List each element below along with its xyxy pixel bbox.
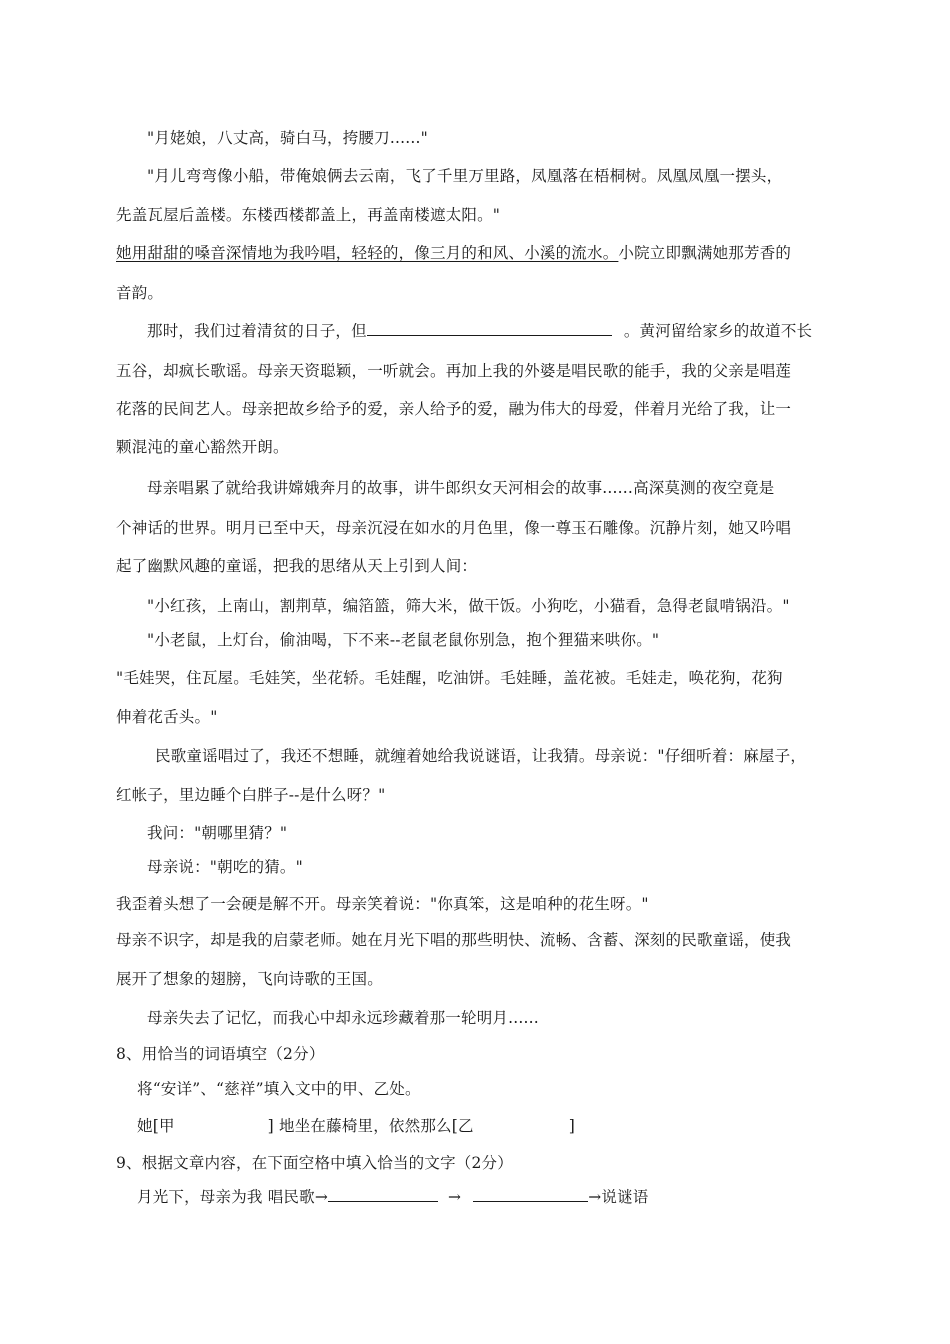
rhyme-line: "小老鼠，上灯台，偷油喝，下不来--老鼠老鼠你别急，抱个狸猫来哄你。" bbox=[147, 631, 660, 649]
paragraph-line: 我歪着头想了一会硬是解不开。母亲笑着说："你真笨，这是咱种的花生呀。" bbox=[116, 895, 649, 913]
paragraph-line: 颗混沌的童心豁然开朗。 bbox=[116, 438, 289, 456]
sentence-rest: 小院立即飘满她那芳香的 bbox=[618, 244, 792, 262]
arrow: → bbox=[448, 1188, 462, 1206]
paragraph-line: 我问："朝哪里猜？" bbox=[147, 824, 288, 842]
blank-yi-label: ] 地坐在藤椅里，依然那么[乙 bbox=[267, 1117, 474, 1135]
rhyme-line: 伸着花舌头。" bbox=[116, 708, 218, 726]
paragraph-line: 民歌童谣唱过了，我还不想睡，就缠着她给我说谜语，让我猜。母亲说："仔细听着：麻屋子， bbox=[155, 747, 807, 765]
blank-jia-label: 她[甲 bbox=[137, 1117, 175, 1135]
paragraph-line: 母亲唱累了就给我讲嫦娥奔月的故事，讲牛郎织女天河相会的故事......高深莫测的夜空竟是 bbox=[147, 479, 775, 497]
paragraph-line: 五谷，却疯长歌谣。母亲天资聪颖，一听就会。再加上我的外婆是唱民歌的能手，我的父亲是唱莲 bbox=[116, 362, 792, 380]
q9-end: →说谜语 bbox=[588, 1188, 649, 1206]
paragraph-line bbox=[147, 321, 812, 341]
paragraph-line: 展开了想象的翅膀，飞向诗歌的王国。 bbox=[116, 970, 383, 988]
underlined-sentence: 她用甜甜的嗓音深情地为我吟唱，轻轻的，像三月的和风、小溪的流水。 bbox=[116, 244, 619, 262]
paragraph-line: 红帐子，里边睡个白胖子--是什么呀？" bbox=[116, 786, 386, 804]
question-8-instruction: 将“安详”、“慈祥”填入文中的甲、乙处。 bbox=[137, 1080, 421, 1098]
paragraph-line: 母亲说："朝吃的猜。" bbox=[147, 858, 303, 876]
blank-1[interactable] bbox=[328, 1187, 438, 1202]
paragraph-line: 母亲不识字，却是我的启蒙老师。她在月光下唱的那些明快、流畅、含蓄、深刻的民歌童谣，使我 bbox=[116, 931, 792, 949]
sentence-after-blank: 。黄河留给家乡的故道不长 bbox=[623, 322, 813, 340]
paragraph-line: 母亲失去了记忆，而我心中却永远珍藏着那一轮明月...... bbox=[147, 1009, 539, 1027]
paragraph-line: "月儿弯弯像小船，带俺娘俩去云南，飞了千里万里路，凤凰落在梧桐树。凤凰凤凰一摆头， bbox=[147, 167, 783, 185]
question-8-title: 8、用恰当的词语填空（2分） bbox=[116, 1045, 325, 1063]
paragraph-line: 花落的民间艺人。母亲把故乡给予的爱，亲人给予的爱，融为伟大的母爱，伴着月光给了我，让一 bbox=[116, 400, 792, 418]
paragraph-line: 音韵。 bbox=[116, 284, 164, 302]
sentence-before-blank: 那时，我们过着清贫的日子，但 bbox=[147, 322, 367, 340]
paragraph-line: 先盖瓦屋后盖楼。东楼西楼都盖上，再盖南楼遮太阳。" bbox=[116, 206, 501, 224]
rhyme-line: "毛娃哭，住瓦屋。毛娃笑，坐花轿。毛娃醒，吃油饼。毛娃睡，盖花被。毛娃走，唤花狗，花狗 bbox=[116, 669, 783, 687]
question-8-fill bbox=[137, 1116, 575, 1136]
question-9-fill bbox=[137, 1187, 649, 1207]
fill-in-blank bbox=[367, 321, 612, 336]
paragraph-line: 起了幽默风趣的童谣，把我的思绪从天上引到人间： bbox=[116, 557, 478, 575]
blank-2[interactable] bbox=[473, 1187, 588, 1202]
q9-lead: 月光下，母亲为我 唱民歌→ bbox=[137, 1188, 329, 1206]
paragraph-line bbox=[116, 243, 791, 263]
question-9-title: 9、根据文章内容，在下面空格中填入恰当的文字（2分） bbox=[116, 1154, 513, 1172]
closing-bracket: ] bbox=[568, 1117, 575, 1135]
rhyme-line: "小红孩，上南山，割荆草，编箔篮，筛大米，做干饭。小狗吃，小猫看，急得老鼠啃锅沿。" bbox=[147, 597, 790, 615]
paragraph-line: "月姥娘，八丈高，骑白马，挎腰刀......" bbox=[147, 129, 428, 147]
paragraph-line: 个神话的世界。明月已至中天，母亲沉浸在如水的月色里，像一尊玉石雕像。沉静片刻，她又吟唱 bbox=[116, 519, 792, 537]
